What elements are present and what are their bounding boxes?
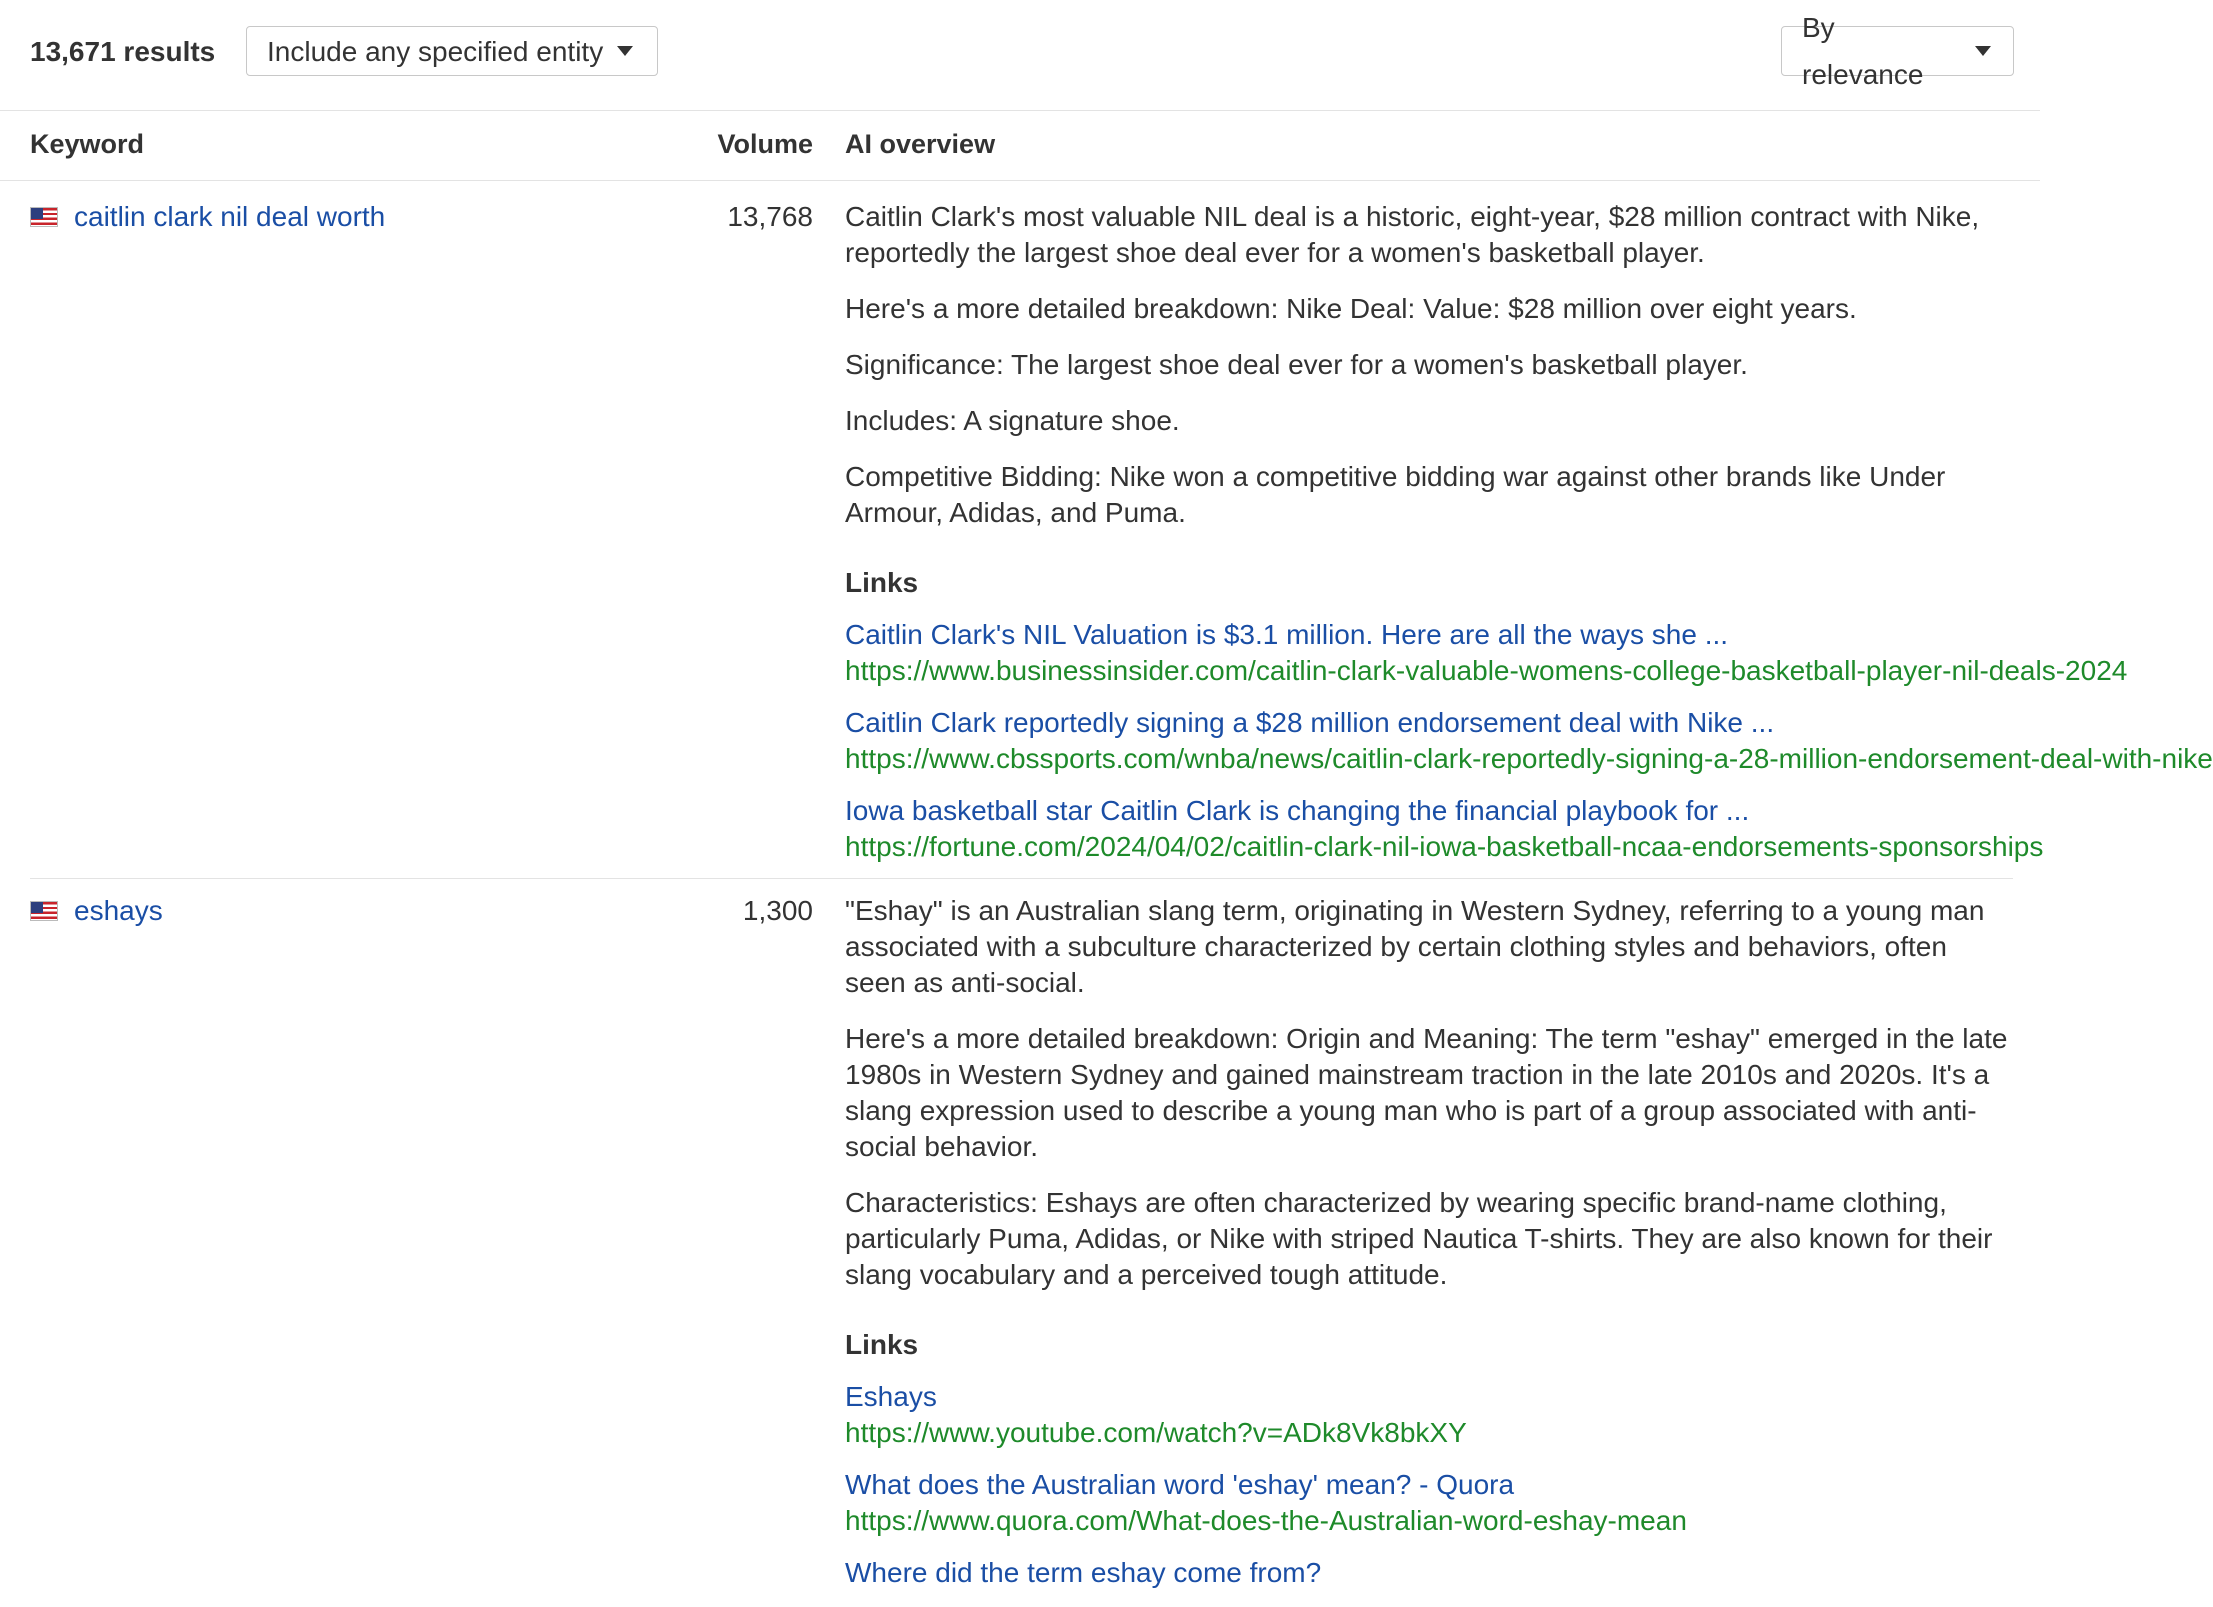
volume-value: 1,300 (742, 895, 813, 926)
link-url[interactable]: https://www.youtube.com/watch?v=ADk8Vk8bkXY (845, 1417, 1467, 1448)
sort-label: By relevance (1802, 12, 1924, 90)
link-item (845, 1379, 2015, 1451)
link-title[interactable]: Caitlin Clark reportedly signing a $28 million endorsement deal with Nike ... (845, 707, 1775, 738)
ai-paragraph: Includes: A signature shoe. (845, 405, 1180, 436)
keyword-link[interactable]: caitlin clark nil deal worth (74, 201, 386, 232)
volume-value: 13,768 (727, 201, 813, 232)
link-url[interactable]: https://www.cbssports.com/wnba/news/caitlin-clark-reportedly-signing-a-28-million-endorsement-deal-with-nike (845, 743, 2213, 774)
us-flag-icon (30, 901, 58, 921)
ai-paragraph: Here's a more detailed breakdown: Origin and Meaning: The term "eshay" emerged in the late 1980s in Western Sydney and gained mainstream traction in the late 2010s and 2020s. It's a slang expression used to describe a young man who is part of a group associated with anti-social behavior. (845, 1023, 2008, 1162)
link-title[interactable]: Caitlin Clark's NIL Valuation is $3.1 million. Here are all the ways she ... (845, 619, 1729, 650)
link-item (845, 793, 2044, 865)
link-title[interactable]: Where did the term eshay come from? (845, 1557, 1322, 1588)
entity-filter-dropdown[interactable] (246, 26, 658, 76)
link-item (845, 1467, 2015, 1539)
caret-down-icon (617, 46, 633, 56)
results-toolbar (0, 0, 2040, 111)
link-url[interactable]: https://fortune.com/2024/04/02/caitlin-clark-nil-iowa-basketball-ncaa-endorsements-sponsorships (845, 831, 2044, 862)
caret-down-icon (1975, 46, 1991, 56)
ai-paragraph: Caitlin Clark's most valuable NIL deal is a historic, eight-year, $28 million contract with Nike, reportedly the largest shoe deal ever for a women's basketball player. (845, 201, 1980, 268)
ai-paragraph: Here's a more detailed breakdown: Nike Deal: Value: $28 million over eight years. (845, 293, 1857, 324)
ai-overview (845, 199, 2213, 881)
column-header-keyword[interactable]: Keyword (30, 129, 145, 159)
ai-paragraph: Significance: The largest shoe deal ever for a women's basketball player. (845, 349, 1748, 380)
link-url[interactable]: https://www.quora.com/What-does-the-Australian-word-eshay-mean (845, 1505, 1687, 1536)
column-header-ai-overview: AI overview (845, 129, 996, 159)
link-title[interactable]: Iowa basketball star Caitlin Clark is changing the financial playbook for ... (845, 795, 1750, 826)
row-divider (30, 878, 2013, 879)
links-heading: Links (845, 567, 919, 598)
ai-paragraph: "Eshay" is an Australian slang term, originating in Western Sydney, referring to a young man associated with a subculture characterized by certain clothing styles and behaviors, often seen as anti-social. (845, 895, 1985, 998)
link-title[interactable]: What does the Australian word 'eshay' mean? - Quora (845, 1469, 1515, 1500)
link-item (845, 705, 2213, 777)
ai-paragraph: Characteristics: Eshays are often characterized by wearing specific brand-name clothing, particularly Puma, Adidas, or Nike with striped Nautica T-shirts. They are also known for their slang vocabulary and a perceived tough attitude. (845, 1187, 1993, 1290)
entity-filter-label: Include any specified entity (267, 35, 604, 67)
ai-paragraph: Competitive Bidding: Nike won a competitive bidding war against other brands like Under Armour, Adidas, and Puma. (845, 461, 1946, 528)
table-header (0, 111, 2040, 181)
sort-dropdown[interactable] (1781, 12, 2014, 90)
link-url[interactable]: https://www.businessinsider.com/caitlin-clark-valuable-womens-college-basketball-player-nil-deals-2024 (845, 655, 2128, 686)
results-count: 13,671 results (30, 36, 216, 67)
ai-overview (845, 893, 2015, 1607)
keyword-link[interactable]: eshays (74, 895, 163, 926)
keyword-cell (30, 199, 385, 235)
keyword-cell (30, 893, 163, 929)
column-header-volume[interactable]: Volume (717, 129, 813, 159)
link-item (845, 617, 2128, 689)
link-item (845, 1555, 2015, 1591)
links-heading: Links (845, 1329, 919, 1360)
link-title[interactable]: Eshays (845, 1381, 937, 1412)
us-flag-icon (30, 207, 58, 227)
